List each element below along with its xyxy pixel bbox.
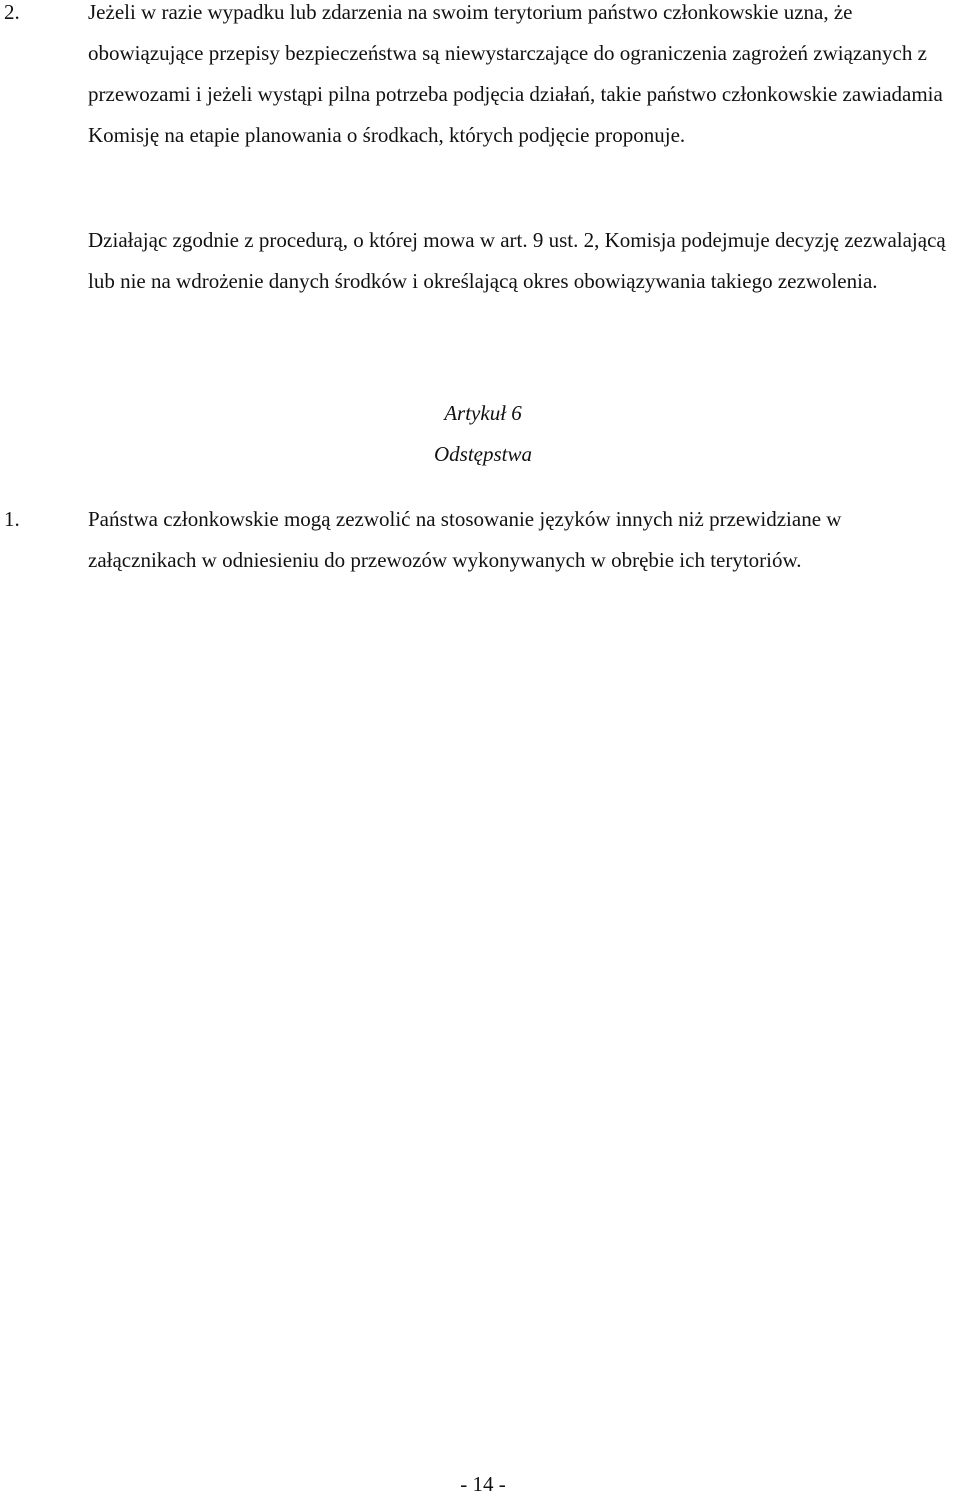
paragraph-number: 1. xyxy=(4,507,20,531)
article-subtitle: Odstępstwa xyxy=(433,442,532,466)
paragraph-text: Działając zgodnie z procedurą, o której mowa w art. 9 ust. 2, Komisja podejmuje decyzję zezwalającą lub nie na wdrożenie danych środków i określającą okres obowiązywania takiego zezwolenia. xyxy=(88,228,946,293)
article-title: Artykuł 6 xyxy=(444,401,522,425)
paragraph-2 xyxy=(0,0,960,156)
paragraph-number: 2. xyxy=(4,0,20,24)
paragraph-text: Jeżeli w razie wypadku lub zdarzenia na swoim terytorium państwo członkowskie uzna, że obowiązujące przepisy bezpieczeństwa są niewystarczające do ograniczenia zagrożeń związanych z przewozami i jeżeli wystąpi pilna potrzeba podjęcia działań, takie państwo członkowskie zawiadamia Komisję na etapie planowania o środkach, których podjęcie proponuje. xyxy=(88,0,943,147)
page-number: - 14 - xyxy=(460,1472,506,1496)
article-heading xyxy=(0,393,960,475)
paragraph-1 xyxy=(0,499,960,581)
paragraph-commission-procedure xyxy=(0,220,960,302)
paragraph-text: Państwa członkowskie mogą zezwolić na stosowanie języków innych niż przewidziane w załącznikach w odniesieniu do przewozów wykonywanych w obrębie ich terytoriów. xyxy=(88,507,842,572)
